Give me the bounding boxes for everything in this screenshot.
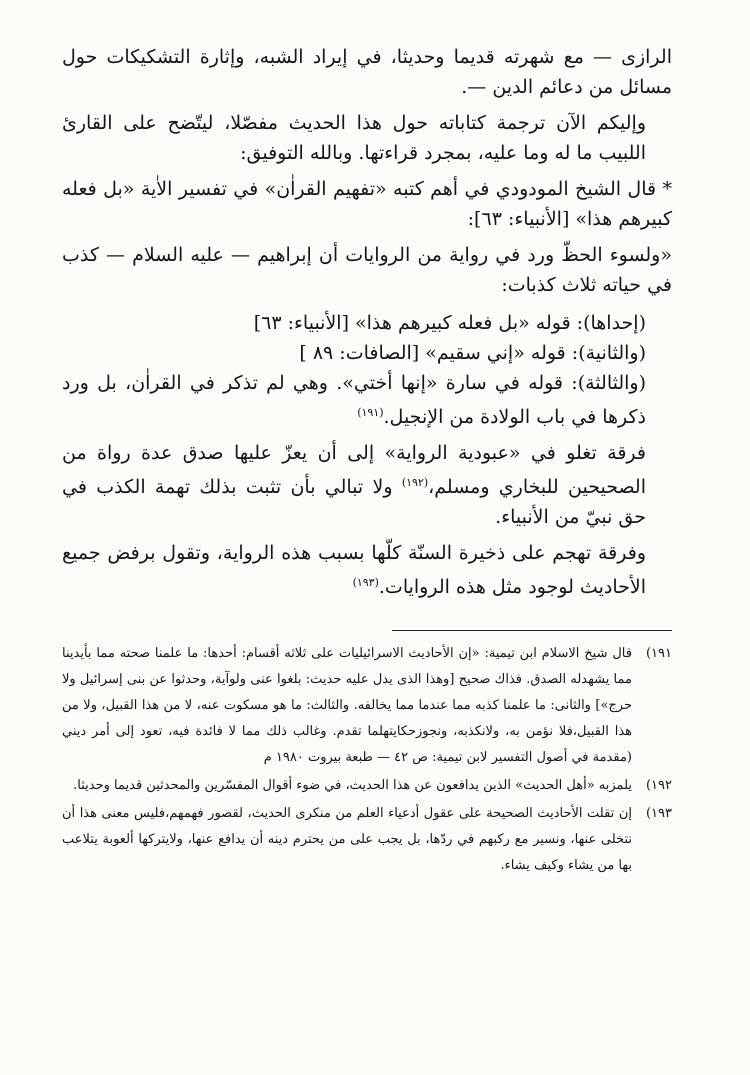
list-item-3-text: (والثالثة): قوله في سارة «إنها أختي». وهي لم تذكر في القراٰن، بل ورد ذكرها في باب الولادة من الإنجيل. [62,372,646,428]
list-item-1: (إحداها): قوله «بل فعله كبيرهم هذا» [الأنبياء: ٦٣] [253,312,646,334]
footnote-text: إن تقلت الأحاديث الصحيحة على عقول أدعياء العلم من منكرى الحديث، لقصور فهمهم،فليس معنى هذا أن نتخلى عنها، ونسير مع ركبهم في ردّها، بل يجب على من يحترم دينه أن يدافع عنها، ولايتركها ألعوبة يتلاعب بها من يشاء وكيف يشاء. [62,806,632,873]
footnote-ref-192: (١٩٢) [401,476,429,489]
footnote-number: ١٩٣) [645,806,672,821]
paragraph-5-part-b: ولا تبالي بأن تثبت بذلك تهمة الكذب في حق نبيّ من الأنبياء. [62,476,646,528]
paragraph-6 [62,538,672,602]
paragraph-1: الرازى — مع شهرته قديما وحديثا، في إيراد الشبه، وإثارة التشكيكات حول مسائل من دعائم الدين —. [62,46,672,98]
footnote-number: ١٩١) [645,646,672,661]
footnote-ref-193: (١٩٣) [352,576,379,589]
footnote-separator [392,630,672,631]
footnote-text: قال شيخ الاسلام ابن تيمية: «إن الأحاديث الاسرائيليات على ثلاثه أقسام: أحدها: ما علمنا صحته مما بأيدينا مما يشهدله الصدق. فذاك صحيح [وهذا الذى يدل عليه حديث: بلغوا عنى ولوآية، وحدثوا عن بنى إسرائيل ولا حرج»] والثانى: ما علمنا كذبه مما عندما مما يخالفه. والثالث: ما هو مسكوت عنه، لا من هذا القبيل، ولا من هذا القبيل،فلا نؤمن به، ولانكذبه، ونجوزحكايتهلما تقدم. وغالب ذلك مما لا فائدة فيه، تعود إلى أمر ديني (مقدمة في أصول التفسير لابن تيمية: ص ٤٢ — طبعة بيروت ١٩٨٠ م [62,646,632,765]
paragraph-5 [62,438,672,532]
paragraph-4: «ولسوء الحظّ ورد في رواية من الروايات أن إبراهيم — عليه السلام — كذب في حياته ثلاث كذبات: [62,244,672,296]
footnote-ref-191: (١٩١) [357,406,384,419]
footnotes [62,641,672,879]
footnote-192 [62,773,672,799]
paragraph-5-part-a: فرقة تغلو في «عبودية الرواية» إلى أن يعزّ عليها صدق عدة رواة من الصحيحين للبخاري ومسلم، [62,442,647,498]
paragraph-3: * قال الشيخ المودودي في أهم كتبه «تفهيم القراٰن» في تفسير الاٰية «بل فعله كبيرهم هذا» [الأنبياء: ٦٣]: [62,178,672,230]
footnote-193 [62,801,672,879]
paragraph-6-text: وفرقة تهجم على ذخيرة السنّة كلّها بسبب هذه الرواية، وتقول برفض جميع الأحاديث لوجود مثل هذه الروايات. [62,542,646,598]
footnote-number: ١٩٢) [645,778,672,793]
footnote-191 [62,641,672,771]
list-item-3 [62,368,672,432]
list-item-2: (والثانية): قوله «إني سقيم» [الصافات: ٨٩ ] [299,342,646,364]
main-text [62,42,672,602]
paragraph-2: وإليكم الآن ترجمة كتاباته حول هذا الحديث مفصّلا، ليتّضح على القارئ اللبيب ما له وما عليه، بمجرد قراءتها. وبالله التوفيق: [62,112,646,164]
footnote-text: يلمزبه «أهل الحديث» الذين يدافعون عن هذا الحديث، في ضوء أقوال المفسّرين والمحدثين قديما وحديثا. [73,778,632,793]
